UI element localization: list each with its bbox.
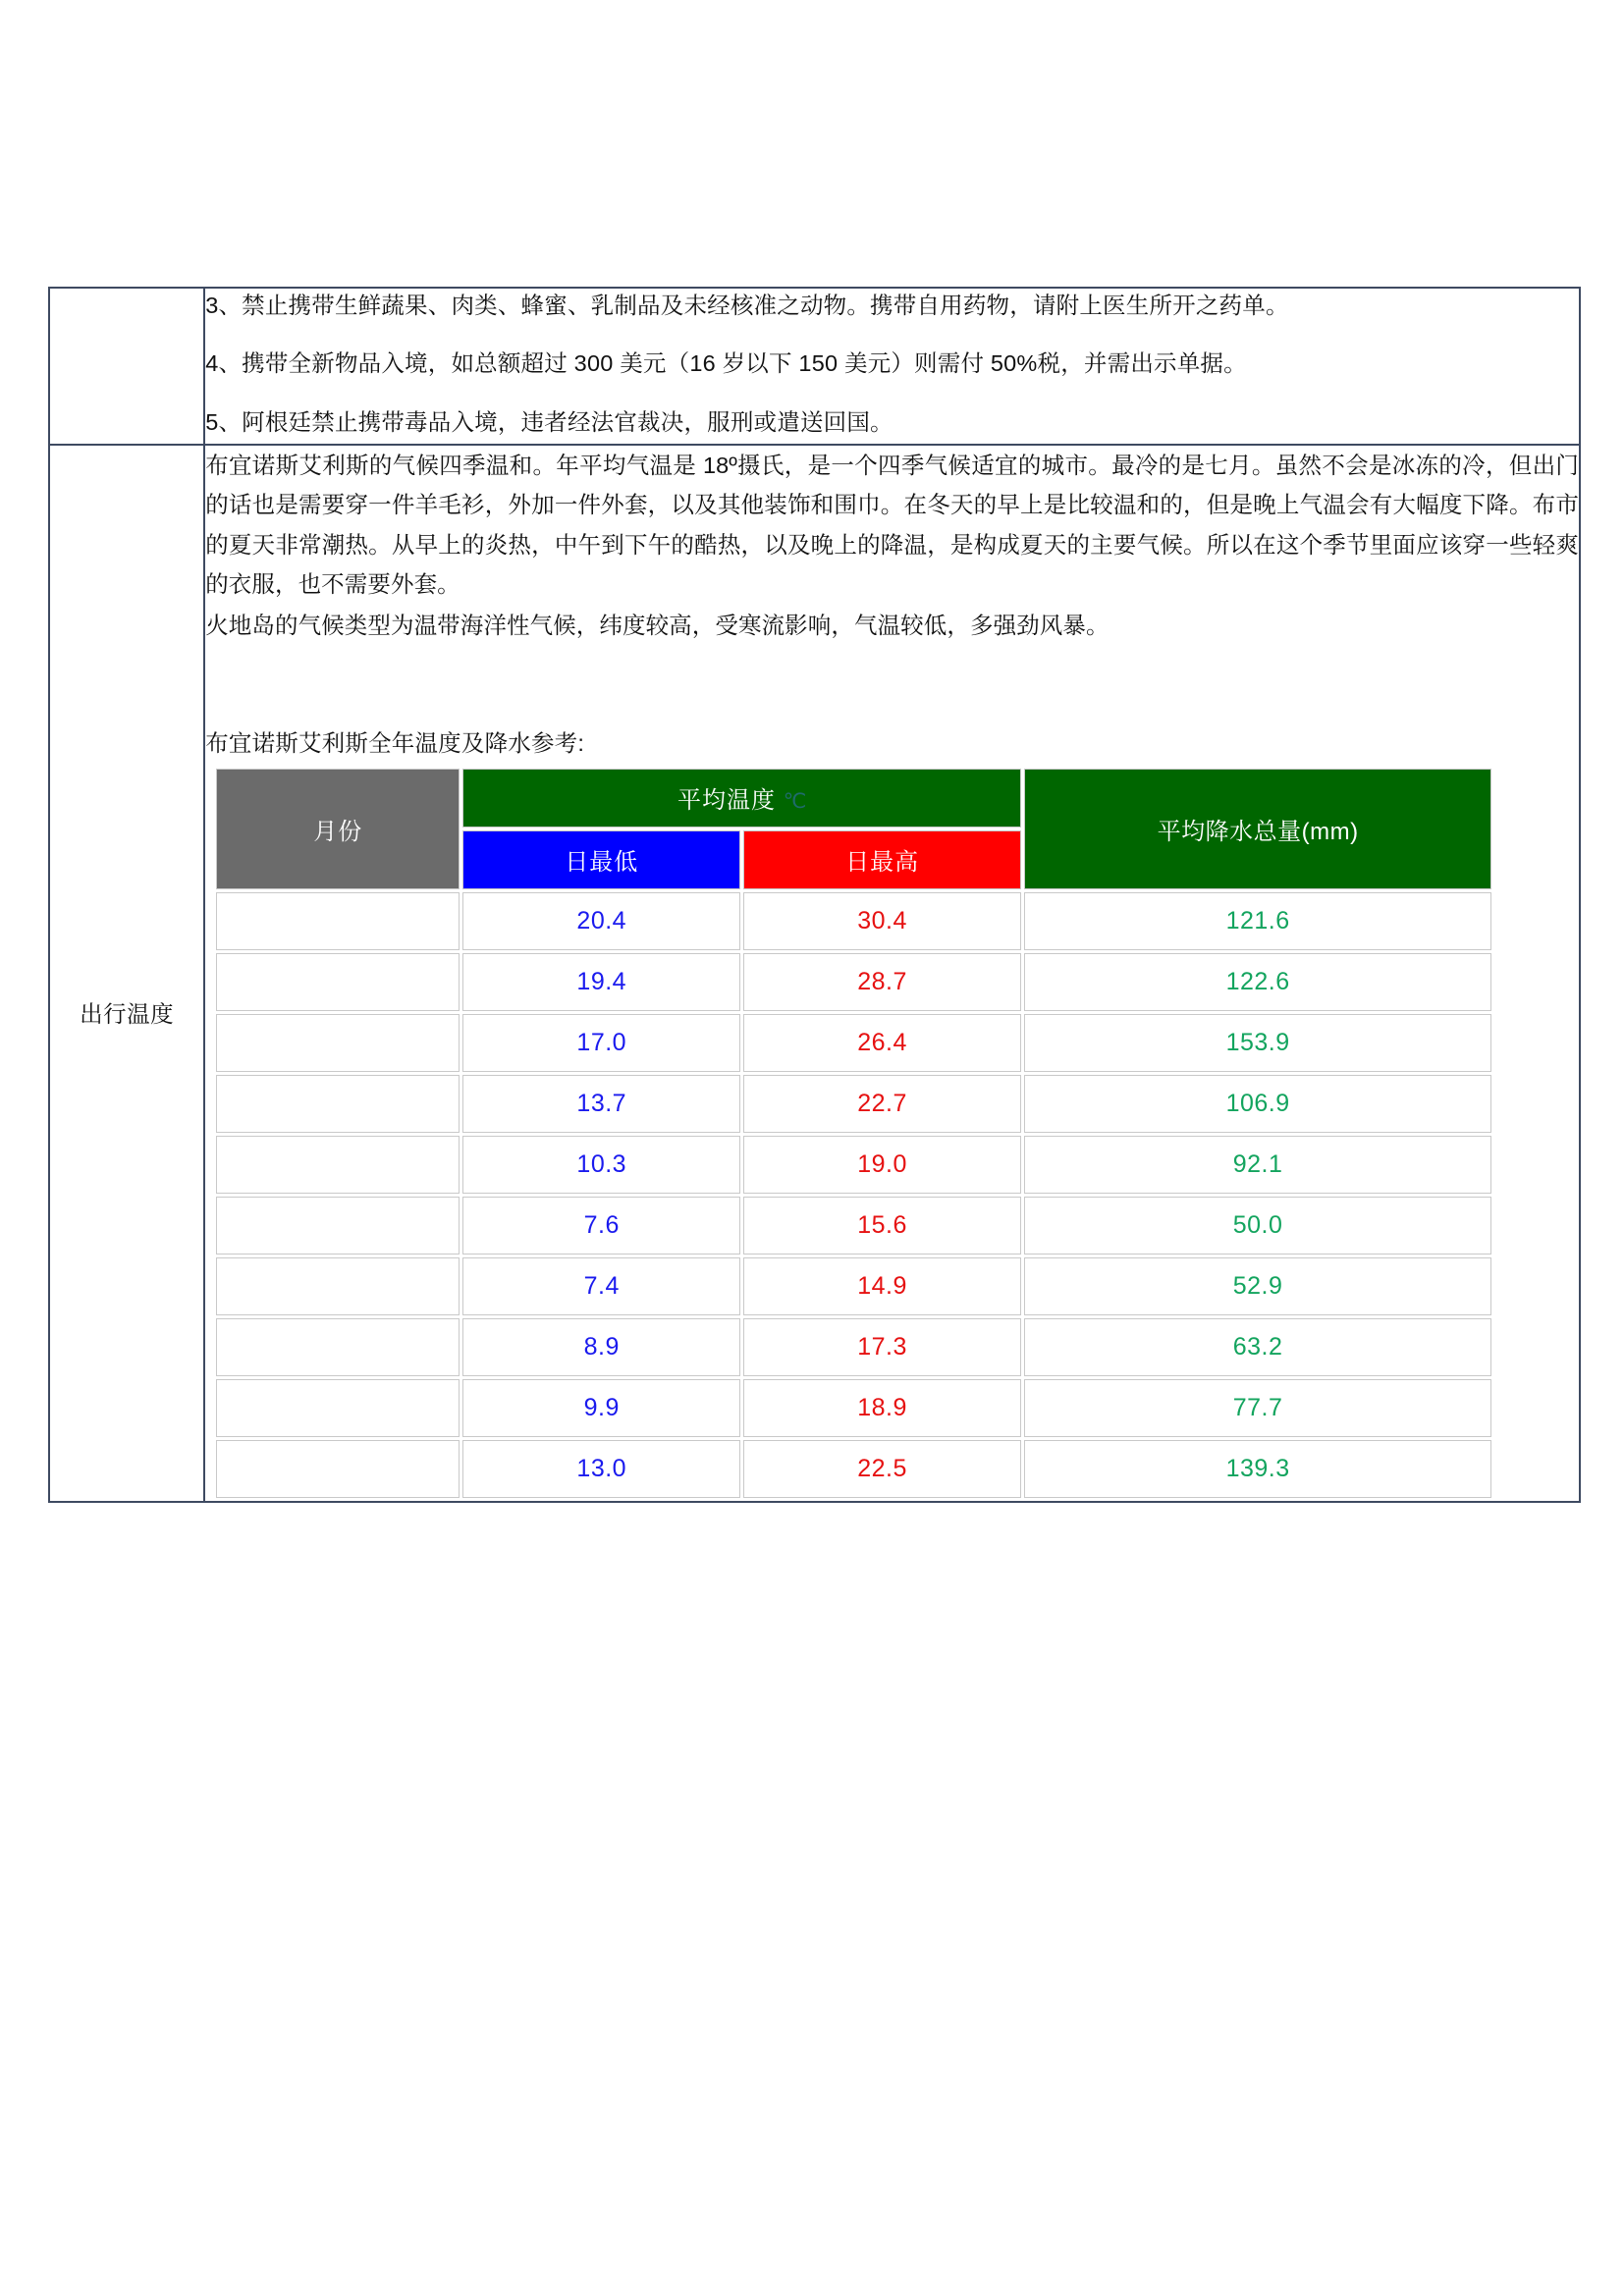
- cell-precipitation: 106.9: [1024, 1075, 1491, 1133]
- table-row: [216, 1136, 1491, 1194]
- cell-daily-max: 19.0: [743, 1136, 1021, 1194]
- table-row: [216, 1379, 1491, 1437]
- column-header-average-temperature: [462, 769, 1021, 828]
- cell-month: 三月: [216, 1014, 460, 1072]
- table-row: [216, 1318, 1491, 1376]
- table-row: [216, 1014, 1491, 1072]
- table-row: [216, 892, 1491, 950]
- cell-daily-max: 26.4: [743, 1014, 1021, 1072]
- cell-daily-max: 28.7: [743, 953, 1021, 1011]
- cell-daily-max: 22.5: [743, 1440, 1021, 1498]
- section-label-cell: [49, 445, 204, 1502]
- table-row-rules: [49, 288, 1580, 445]
- climate-paragraph-1: 布宜诺斯艾利斯的气候四季温和。年平均气温是 18º摄氏，是一个四季气候适宜的城市。最冷的是七月。虽然不会是冰冻的冷，但出门的话也是需要穿一件羊毛衫，外加一件外套，以及其他装饰和围巾。在冬天的早上是比较温和的，但是晚上气温会有大幅度下降。布市的夏天非常潮热。从早上的炎热，中午到下午的酷热，以及晚上的降温，是构成夏天的主要气候。所以在这个季节里面应该穿一些轻爽的衣服，也不需要外套。: [205, 452, 1579, 597]
- cell-month: 九月: [216, 1379, 460, 1437]
- table-row-climate: [49, 445, 1580, 1502]
- cell-precipitation: 63.2: [1024, 1318, 1491, 1376]
- rule-item-4: 4、携带全新物品入境，如总额超过 300 美元（16 岁以下 150 美元）则需付 50%税，并需出示单据。: [205, 350, 1247, 377]
- cell-precipitation: 52.9: [1024, 1257, 1491, 1315]
- cell-daily-min: 8.9: [462, 1318, 740, 1376]
- cell-daily-min: 7.6: [462, 1197, 740, 1255]
- table-row: [216, 953, 1491, 1011]
- cell-daily-min: 17.0: [462, 1014, 740, 1072]
- table-row: [216, 1075, 1491, 1133]
- rule-item-5: 5、阿根廷禁止携带毒品入境，违者经法官裁决，服刑或遣送回国。: [205, 408, 893, 435]
- climate-content-cell: [204, 445, 1580, 1502]
- climate-paragraph-2: 火地岛的气候类型为温带海洋性气候，纬度较高，受寒流影响，气温较低，多强劲风暴。: [205, 613, 1110, 639]
- cell-daily-min: 19.4: [462, 953, 740, 1011]
- cell-month: 七月: [216, 1257, 460, 1315]
- cell-month: 十月: [216, 1440, 460, 1498]
- table-row: [216, 1440, 1491, 1498]
- section-label-text: 出行温度: [80, 1000, 175, 1027]
- celsius-unit-icon: ℃: [783, 790, 807, 814]
- climate-data-table: [213, 766, 1494, 1501]
- cell-month: 六月: [216, 1197, 460, 1255]
- cell-daily-min: 13.0: [462, 1440, 740, 1498]
- table-row: [216, 1257, 1491, 1315]
- cell-month: 八月: [216, 1318, 460, 1376]
- climate-header-row-top: [216, 769, 1491, 828]
- climate-table-caption: 布宜诺斯艾利斯全年温度及降水参考:: [205, 729, 585, 756]
- cell-daily-min: 20.4: [462, 892, 740, 950]
- cell-precipitation: 50.0: [1024, 1197, 1491, 1255]
- cell-daily-min: 9.9: [462, 1379, 740, 1437]
- cell-daily-max: 14.9: [743, 1257, 1021, 1315]
- column-header-precipitation: 平均降水总量(mm): [1024, 769, 1491, 889]
- cell-precipitation: 139.3: [1024, 1440, 1491, 1498]
- cell-month: 二月: [216, 953, 460, 1011]
- cell-daily-max: 22.7: [743, 1075, 1021, 1133]
- climate-table-head: [216, 769, 1491, 889]
- cell-daily-min: 10.3: [462, 1136, 740, 1194]
- cell-precipitation: 153.9: [1024, 1014, 1491, 1072]
- cell-month: 五月: [216, 1136, 460, 1194]
- avg-temp-label: 平均温度: [677, 787, 777, 815]
- cell-daily-max: 30.4: [743, 892, 1021, 950]
- climate-table-body: [216, 892, 1491, 1498]
- cell-daily-max: 15.6: [743, 1197, 1021, 1255]
- column-header-month: 月份: [216, 769, 460, 889]
- cell-precipitation: 121.6: [1024, 892, 1491, 950]
- cell-daily-min: 7.4: [462, 1257, 740, 1315]
- cell-daily-max: 17.3: [743, 1318, 1021, 1376]
- column-header-daily-min: 日最低: [462, 830, 740, 889]
- cell-month: 一月: [216, 892, 460, 950]
- cell-month: 四月: [216, 1075, 460, 1133]
- cell-daily-max: 18.9: [743, 1379, 1021, 1437]
- rules-content-cell: [204, 288, 1580, 445]
- cell-daily-min: 13.7: [462, 1075, 740, 1133]
- cell-precipitation: 122.6: [1024, 953, 1491, 1011]
- rules-label-cell: [49, 288, 204, 445]
- cell-precipitation: 77.7: [1024, 1379, 1491, 1437]
- table-row: [216, 1197, 1491, 1255]
- outer-document-table: [48, 287, 1581, 1503]
- cell-precipitation: 92.1: [1024, 1136, 1491, 1194]
- column-header-daily-max: 日最高: [743, 830, 1021, 889]
- rule-item-3: 3、禁止携带生鲜蔬果、肉类、蜂蜜、乳制品及未经核准之动物。携带自用药物，请附上医生所开之药单。: [205, 293, 1289, 318]
